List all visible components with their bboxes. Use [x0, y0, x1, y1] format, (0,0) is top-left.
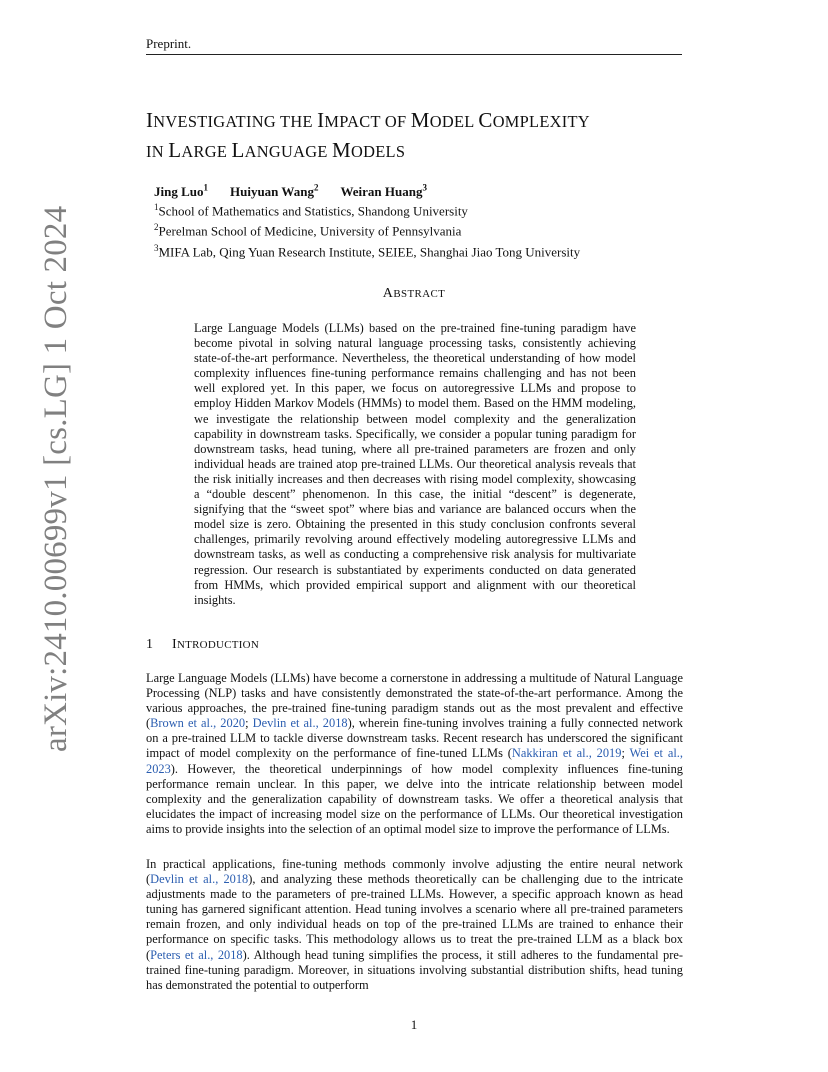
title-word: ARGE — [181, 142, 232, 161]
section-number: 1 — [146, 637, 154, 652]
author — [230, 184, 318, 199]
running-header: Preprint. — [146, 36, 192, 51]
title-word: ANGUAGE — [244, 142, 333, 161]
author-name: Jing Luo — [154, 184, 204, 200]
abstract-heading-initial: A — [382, 286, 394, 301]
citation-link[interactable]: Peters et al., 2018 — [150, 947, 243, 962]
title-word: OMPLEXITY — [492, 112, 590, 131]
section-heading-rest: NTRODUCTION — [176, 639, 260, 651]
author-affiliation-mark: 2 — [313, 183, 319, 193]
affiliation-text: Perelman School of Medicine, University of Pennsylvania — [158, 223, 462, 239]
affiliation-mark: 1 — [154, 202, 159, 212]
abstract-text: Large Language Models (LLMs) based on the pre-trained fine-tuning paradigm have become pivotal in solving natural language processing tasks, consistently achieving state-of-the-art performance. Nevertheless, the theoretical understanding of how model complexity influences fine-tuning performance remains challenging and has not been well explored yet. In this paper, we focus on autoregressive LLMs and propose to employ Hidden Markov Models (HMMs) to model them. Based on the HMM modeling, we investigate the relationship between model complexity and the generalization capability in downstream tasks. Specifically, we consider a popular tuning paradigm for downstream tasks, head tuning, where all pre-trained parameters are frozen and only individual heads are trained atop pre-trained LLMs. Our theoretical analysis reveals that the risk initially increases and then decreases with rising model complexity, showcasing a “double descent” phenomenon. In this case, the initial “descent” is degenerate, signifying that the “sweet spot” where bias and variance are balanced occurs when the model size is zero. Obtaining the presented in this study conclusion confronts several challenges, primarily revolving around effectively modeling autoregressive LLMs and downstream tasks, as well as conducting a comprehensive risk analysis for multivariate regression. Our research is substantiated by experiments conducted on data generated from HMMs, which provided empirical support and alignment with our theoretical insights. — [194, 321, 636, 607]
abstract-heading-rest: BSTRACT — [393, 288, 446, 300]
title-word: NVESTIGATING THE — [153, 112, 318, 131]
title-word: MPACT OF — [324, 112, 411, 131]
title-word: ODEL — [429, 112, 479, 131]
section-heading-introduction — [146, 637, 259, 653]
title-initial: L — [168, 138, 182, 162]
affiliation — [154, 199, 580, 219]
title-word: ODELS — [351, 142, 406, 161]
citation-link[interactable]: Brown et al., 2020 — [150, 716, 246, 731]
citation-link[interactable]: Devlin et al., 2018 — [150, 872, 249, 887]
title-initial: L — [231, 138, 245, 162]
abstract-heading — [146, 286, 682, 302]
author-affiliation-mark: 1 — [203, 183, 208, 193]
title-initial: M — [410, 108, 430, 132]
citation-link[interactable]: Nakkiran et al., 2019 — [511, 746, 622, 761]
affiliation-mark: 2 — [154, 222, 159, 233]
intro-paragraph-1: Large Language Models (LLMs) have become a cornerstone in addressing a multitude of Natural Language Processing (NLP) tasks and have consistently demonstrated the state-of-the-art performance. Among the various approaches, the pre-trained fine-tuning paradigm stands out as the most prevalent and effective (Brown et al., 2020; Devlin et al., 2018), wherein fine-tuning involves training a fully connected network on a pre-trained LLM to tackle diverse downstream tasks. Recent research has underscored the significant impact of model complexity on the performance of fine-tuned LLMs (Nakkiran et al., 2019; Wei et al., 2023). However, the theoretical underpinnings of how model complexity influences fine-tuning performance remain unclear. In this paper, we delve into the intricate relationship between model complexity and the generalization capability of downstream tasks. We offer a theoretical analysis that elucidates the impact of increasing model size on the performance of LLMs. Our theoretical investigation aims to provide insights into the selection of an optimal model size to improve the performance of LLMs. — [146, 671, 684, 836]
title-initial: M — [332, 138, 352, 162]
title-initial: C — [478, 108, 493, 132]
arxiv-identifier-text: arXiv:2410.00699v1 [cs.LG] 1 Oct 2024 — [38, 205, 74, 752]
author-affiliation-mark: 3 — [422, 183, 427, 193]
paper-title — [146, 106, 706, 166]
affiliation-text: MIFA Lab, Qing Yuan Research Institute, SEIEE, Shanghai Jiao Tong University — [158, 243, 581, 259]
author-name: Huiyuan Wang — [230, 184, 314, 200]
title-line-2 — [146, 136, 706, 166]
affiliation — [154, 240, 580, 260]
citation-link[interactable]: Devlin et al., 2018 — [252, 716, 348, 731]
affiliation-mark: 3 — [154, 242, 159, 253]
intro-paragraph-2: In practical applications, fine-tuning methods commonly involve adjusting the entire neural network (Devlin et al., 2018), and analyzing these methods theoretically can be challenging due to the intricate adjustments made to the parameters of pre-trained LLMs. However, a specific approach known as head tuning has garnered significant attention. Head tuning involves a scenario where all pre-trained parameters remain frozen, and only individual heads on top of the pre-trained LLMs are trained to enhance their performance on specific tasks. This methodology allows us to treat the pre-trained LLM as a black box (Peters et al., 2018). Although head tuning simplifies the process, it still adheres to the fundamental pre-trained fine-tuning paradigm. Moreover, in situations involving substantial distribution shifts, head tuning has demonstrated the potential to outperform — [146, 857, 683, 992]
citation-link[interactable]: Wei et al., 2023 — [146, 746, 684, 776]
title-line-1 — [146, 106, 706, 136]
title-word: IN — [146, 142, 169, 161]
page-number: 1 — [410, 1017, 418, 1032]
author — [154, 184, 208, 199]
affiliation — [154, 219, 580, 239]
header-rule — [146, 54, 682, 55]
title-initial: I — [146, 108, 154, 132]
author-name: Weiran Huang — [340, 184, 423, 200]
affiliation-text: School of Mathematics and Statistics, Shandong University — [158, 203, 468, 219]
affiliation-list — [154, 199, 580, 260]
title-initial: I — [317, 108, 325, 132]
section-heading-initial: I — [172, 637, 177, 652]
author-list — [154, 183, 449, 200]
author — [340, 184, 427, 199]
